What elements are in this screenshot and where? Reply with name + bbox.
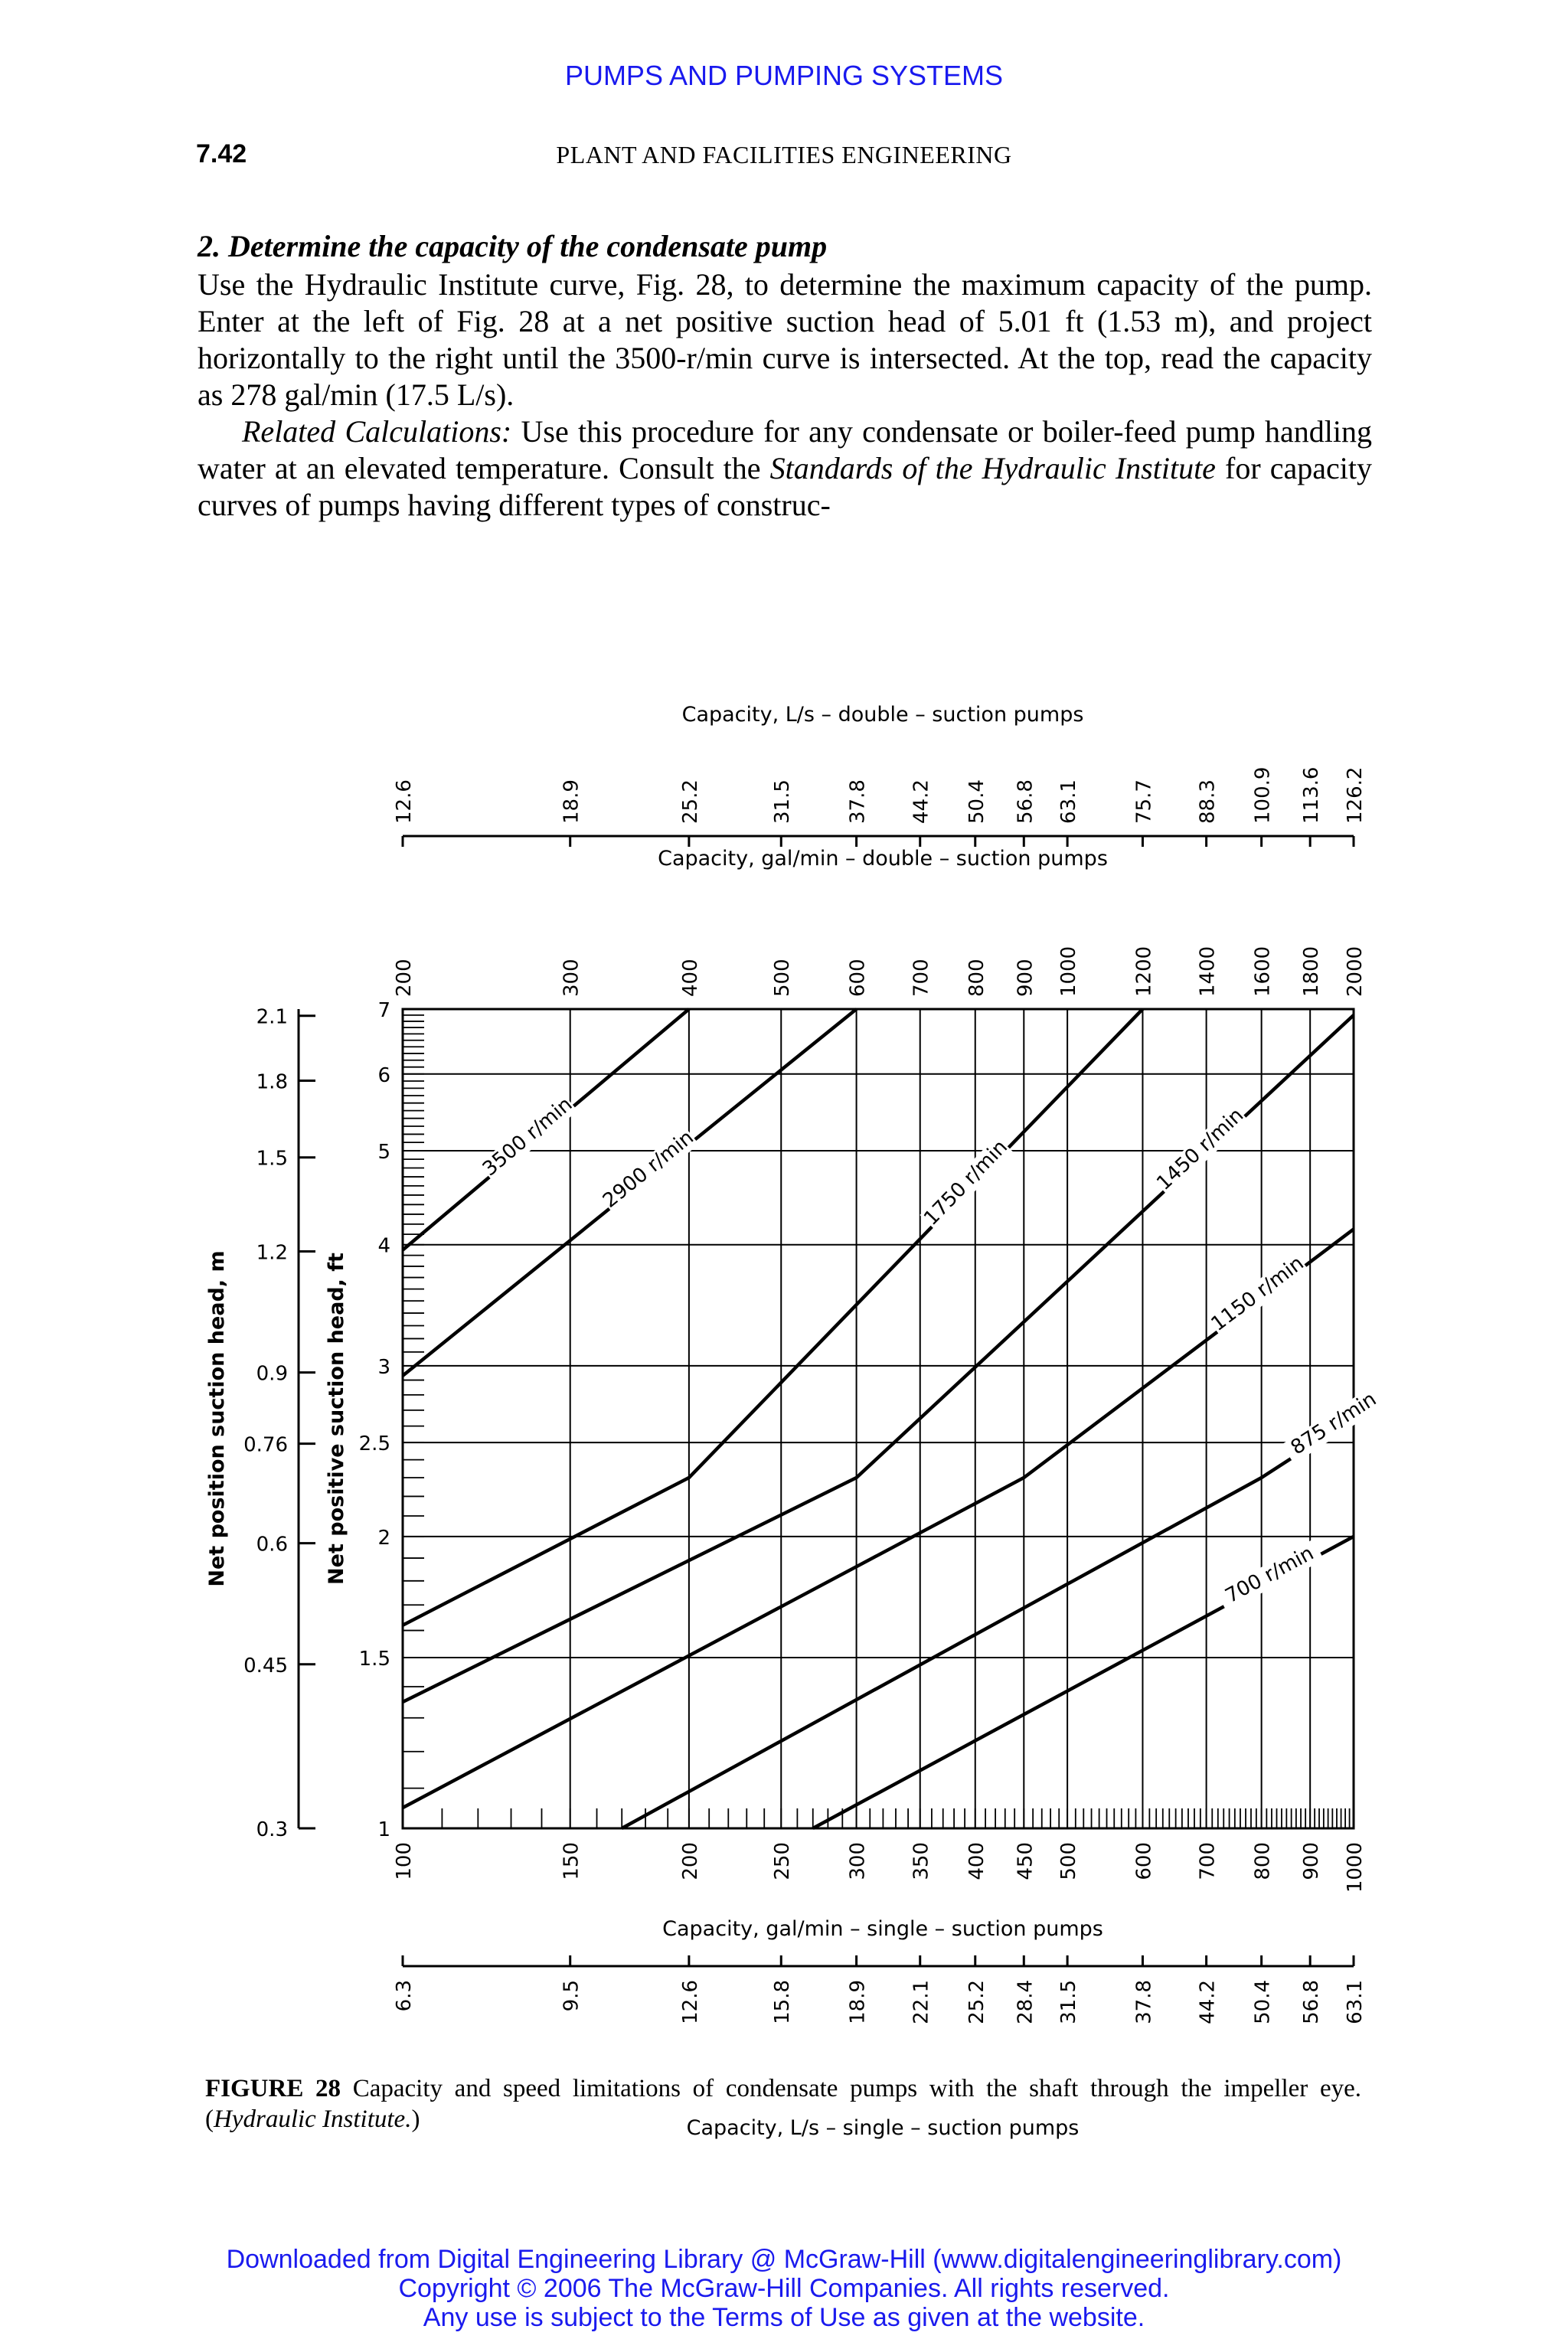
standards-reference: Standards of the Hydraulic Institute [769, 451, 1216, 485]
x-tick-label-ls-single: 22.1 [910, 1980, 933, 2024]
x-tick-label-gpm-double: 400 [678, 959, 702, 997]
footer-line-2: Copyright © 2006 The McGraw-Hill Companies. All rights reserved. [398, 2274, 1170, 2303]
x-tick-label-ls-single: 31.5 [1057, 1980, 1081, 2024]
x-tick-label-ls-double: 126.2 [1344, 766, 1367, 824]
speed-curve-label: 1750 r/min [920, 1135, 1013, 1230]
x-tick-label-ls-double: 31.5 [771, 779, 795, 824]
x-tick-label-ls-single: 28.4 [1014, 1980, 1037, 2024]
x-axis-title-gpm-single: Capacity, gal/min – single – suction pumps [662, 1917, 1103, 1941]
x-tick-label-ls-single: 12.6 [678, 1980, 702, 2024]
x-tick-label-ls-single: 56.8 [1300, 1980, 1324, 2024]
x-tick-label-ls-double: 100.9 [1251, 766, 1275, 824]
x-tick-label-ls-single: 37.8 [1132, 1980, 1156, 2024]
x-tick-label-gpm-single: 800 [1251, 1842, 1275, 1880]
x-tick-label-gpm-double: 200 [393, 959, 416, 997]
y-tick-label-ft: 3 [377, 1355, 390, 1379]
paragraph-2-text-a: Use this procedure for any condensate or boiler-feed pump handling water at an elevated temperature. Consult the [198, 414, 1372, 485]
x-tick-label-gpm-single: 150 [560, 1842, 583, 1880]
y-tick-label-m: 0.3 [256, 1818, 288, 1841]
x-tick-label-gpm-single: 700 [1196, 1842, 1220, 1880]
x-tick-label-gpm-single: 600 [1132, 1842, 1156, 1880]
speed-curve-label: 700 r/min [1221, 1541, 1318, 1609]
y-axis-title-ft: Net positive suction head, ft [325, 1253, 348, 1585]
speed-curve-line [622, 1418, 1354, 1828]
x-tick-label-ls-single: 9.5 [560, 1980, 583, 2012]
x-tick-label-gpm-single: 350 [910, 1842, 933, 1880]
x-axis-title-ls-single: Capacity, L/s – single – suction pumps [686, 2116, 1080, 2140]
x-tick-label-gpm-double: 700 [910, 959, 933, 997]
y-tick-label-ft: 4 [377, 1234, 390, 1258]
x-tick-label-ls-double: 88.3 [1196, 779, 1220, 824]
y-tick-label-ft: 1 [377, 1818, 390, 1841]
x-tick-label-gpm-double: 2000 [1344, 946, 1367, 997]
y-tick-label-ft: 2.5 [358, 1432, 390, 1456]
x-tick-label-ls-double: 50.4 [965, 779, 988, 824]
y-tick-label-ft: 2 [377, 1526, 390, 1550]
download-footer [0, 2245, 1568, 2332]
banner-header: PUMPS AND PUMPING SYSTEMS [564, 60, 1004, 91]
x-tick-label-ls-double: 113.6 [1300, 766, 1324, 824]
section-heading: 2. Determine the capacity of the condensate pump [198, 229, 828, 263]
paragraph-1: Use the Hydraulic Institute curve, Fig. 28, to determine the maximum capacity of the pump. Enter at the left of Fig. 28 at a net positive suction head of 5.01 ft (1.53 m), and project horizontally to the right until the 3500-r/min curve is intersected. At the top, read the capacity as 278 gal/min (17.5 L/s). [198, 267, 1372, 412]
x-tick-label-gpm-double: 600 [846, 959, 870, 997]
y-tick-label-ft: 6 [377, 1063, 390, 1087]
speed-curve-label: 1150 r/min [1207, 1251, 1308, 1336]
y-tick-label-m: 0.6 [256, 1533, 288, 1557]
x-tick-label-ls-single: 44.2 [1196, 1980, 1220, 2024]
y-tick-label-ft: 7 [377, 999, 390, 1022]
x-tick-label-gpm-double: 800 [965, 959, 988, 997]
x-tick-label-gpm-single: 100 [393, 1842, 416, 1880]
y-tick-label-m: 1.2 [256, 1241, 288, 1265]
x-tick-label-gpm-single: 1000 [1344, 1842, 1367, 1893]
y-tick-label-ft: 1.5 [358, 1648, 390, 1671]
speed-curve-label: 1450 r/min [1152, 1103, 1249, 1195]
caption-source: Hydraulic Institute. [214, 2105, 412, 2133]
x-tick-label-gpm-double: 1400 [1196, 946, 1220, 997]
y-tick-label-m: 1.8 [256, 1070, 288, 1094]
x-tick-label-ls-double: 18.9 [560, 779, 583, 824]
x-tick-label-gpm-single: 400 [965, 1842, 988, 1880]
speed-curve-line [403, 1009, 1142, 1625]
figure-label: FIGURE 28 [205, 2075, 341, 2102]
x-tick-label-ls-double: 63.1 [1057, 779, 1081, 824]
x-tick-label-gpm-single: 250 [771, 1842, 795, 1880]
x-tick-label-ls-single: 6.3 [393, 1980, 416, 2012]
x-tick-label-ls-single: 50.4 [1251, 1980, 1275, 2024]
x-tick-label-gpm-single: 500 [1057, 1842, 1081, 1880]
x-tick-label-ls-double: 12.6 [393, 779, 416, 824]
related-calculations-label: Related Calculations: [242, 414, 512, 449]
y-axis-title-m: Net position suction head, m [205, 1250, 229, 1587]
x-tick-label-ls-double: 75.7 [1132, 779, 1156, 824]
y-tick-label-m: 1.5 [256, 1147, 288, 1171]
x-tick-label-ls-double: 44.2 [910, 779, 933, 824]
y-tick-label-m: 2.1 [256, 1005, 288, 1029]
x-tick-label-gpm-double: 900 [1014, 959, 1037, 997]
x-axis-title-gpm-double: Capacity, gal/min – double – suction pumps [658, 847, 1108, 871]
y-tick-label-ft: 5 [377, 1141, 390, 1165]
speed-curve-label: 2900 r/min [598, 1125, 698, 1213]
x-tick-label-gpm-double: 1200 [1132, 946, 1156, 997]
y-tick-label-m: 0.9 [256, 1362, 288, 1386]
x-tick-label-gpm-single: 200 [678, 1842, 702, 1880]
x-tick-label-gpm-double: 500 [771, 959, 795, 997]
paragraph-2 [198, 413, 1372, 524]
x-tick-label-gpm-single: 900 [1300, 1842, 1324, 1880]
speed-curve-label: 875 r/min [1286, 1387, 1381, 1460]
figure-caption [205, 2073, 1361, 2135]
footer-line-3: Any use is subject to the Terms of Use as given at the website. [423, 2303, 1145, 2332]
x-axis-title-ls-double: Capacity, L/s – double – suction pumps [681, 703, 1084, 727]
x-tick-label-ls-double: 25.2 [678, 779, 702, 824]
x-tick-label-gpm-single: 300 [846, 1842, 870, 1880]
x-tick-label-gpm-double: 300 [560, 959, 583, 997]
caption-text: Capacity and speed limitations of condensate pumps with the shaft through the impeller eye. ( [205, 2075, 1361, 2133]
x-tick-label-gpm-single: 450 [1014, 1842, 1037, 1880]
x-tick-label-gpm-double: 1000 [1057, 946, 1081, 997]
running-head: PLANT AND FACILITIES ENGINEERING [556, 141, 1012, 168]
x-tick-label-ls-single: 18.9 [846, 1980, 870, 2024]
x-tick-label-gpm-double: 1600 [1251, 946, 1275, 997]
page-number: 7.42 [196, 139, 247, 168]
caption-close: ) [411, 2105, 420, 2133]
speed-curve-label: 3500 r/min [478, 1093, 577, 1181]
y-tick-label-m: 0.76 [243, 1433, 288, 1457]
paragraph-2-text-b: for capacity curves of pumps having different types of construc- [198, 451, 1372, 522]
x-tick-label-ls-single: 63.1 [1344, 1980, 1367, 2024]
x-tick-label-gpm-double: 1800 [1300, 946, 1324, 997]
footer-line-1: Downloaded from Digital Engineering Library @ McGraw-Hill (www.digitalengineeringlibrary.com) [226, 2245, 1342, 2274]
x-tick-label-ls-single: 25.2 [965, 1980, 988, 2024]
x-tick-label-ls-double: 56.8 [1014, 779, 1037, 824]
y-tick-label-m: 0.45 [243, 1654, 288, 1677]
x-tick-label-ls-single: 15.8 [771, 1980, 795, 2024]
x-tick-label-ls-double: 37.8 [846, 779, 870, 824]
